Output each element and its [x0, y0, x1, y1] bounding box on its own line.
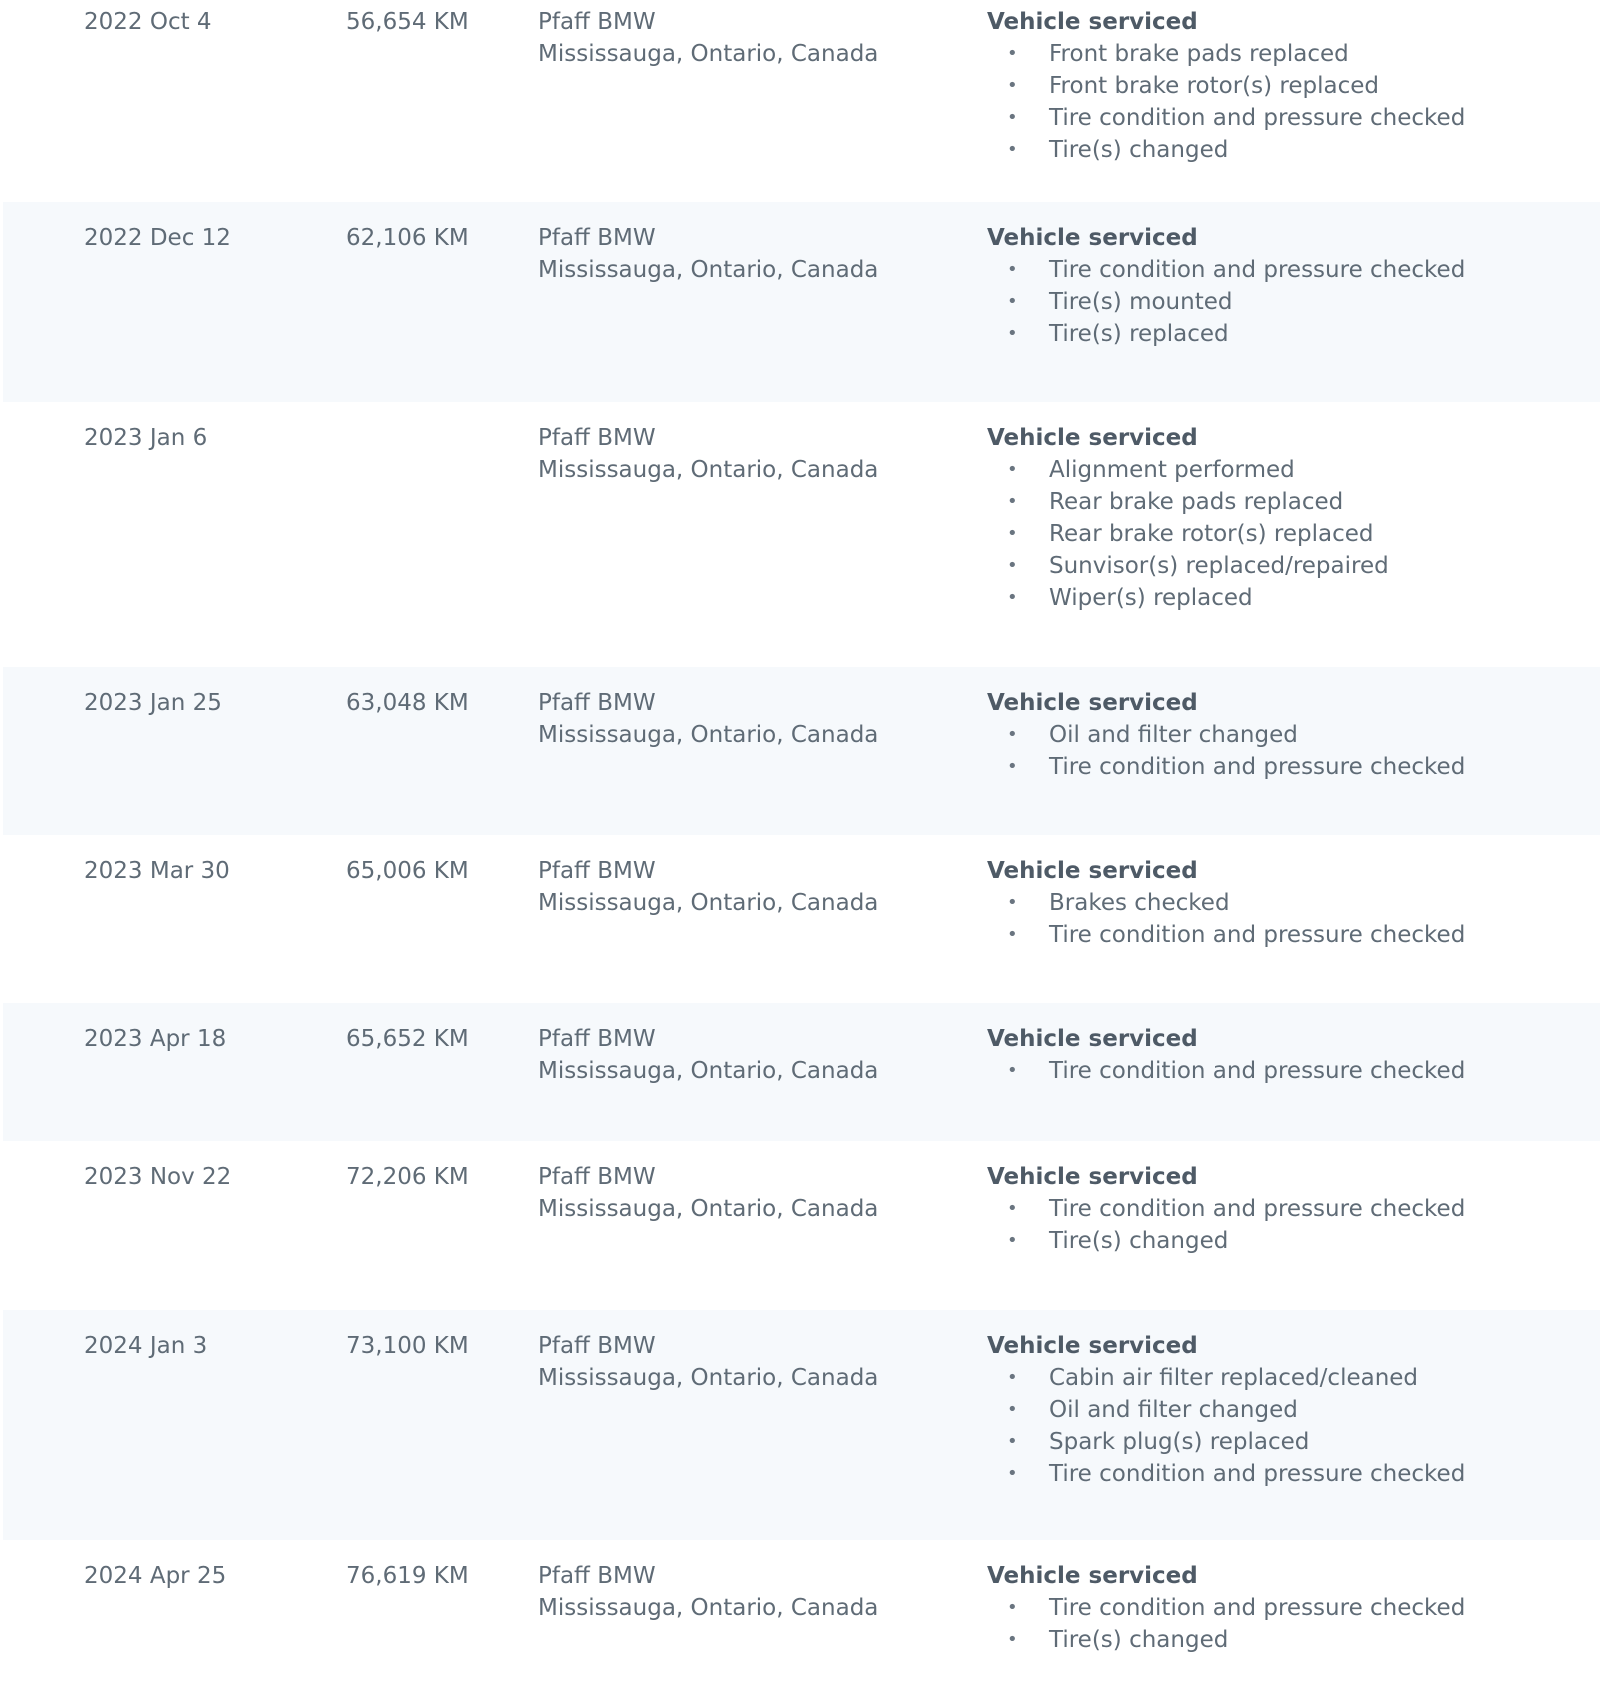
service-details — [987, 1560, 1465, 1656]
service-date: 2023 Jan 6 — [84, 425, 208, 451]
service-headline: Vehicle serviced — [987, 1026, 1198, 1052]
service-headline: Vehicle serviced — [987, 690, 1198, 716]
service-headline: Vehicle serviced — [987, 1333, 1198, 1359]
service-location — [538, 1023, 878, 1087]
odometer-reading: 65,652 KM — [346, 1026, 469, 1052]
dealer-city: Mississauga, Ontario, Canada — [538, 890, 879, 916]
service-item: • Tire condition and pressure checked — [987, 919, 1465, 951]
service-details — [987, 855, 1465, 951]
dealer-city: Mississauga, Ontario, Canada — [538, 41, 879, 67]
dealer-city: Mississauga, Ontario, Canada — [538, 457, 879, 483]
service-date: 2023 Apr 18 — [84, 1026, 227, 1052]
service-date: 2024 Apr 25 — [84, 1563, 227, 1589]
service-items-list — [987, 887, 1465, 951]
service-headline: Vehicle serviced — [987, 9, 1198, 35]
service-item: • Brakes checked — [987, 887, 1465, 919]
service-item: • Sunvisor(s) replaced/repaired — [987, 550, 1389, 582]
table-row — [3, 1003, 1600, 1141]
service-item: • Rear brake pads replaced — [987, 486, 1389, 518]
table-row — [3, 1310, 1600, 1540]
table-row — [3, 835, 1600, 1003]
service-items-list — [987, 38, 1465, 166]
service-item: • Alignment performed — [987, 454, 1389, 486]
odometer-reading: 73,100 KM — [346, 1333, 469, 1359]
service-item: • Front brake pads replaced — [987, 38, 1465, 70]
table-row — [3, 402, 1600, 667]
service-item: • Spark plug(s) replaced — [987, 1426, 1465, 1458]
service-date: 2023 Mar 30 — [84, 858, 230, 884]
service-details — [987, 6, 1465, 166]
service-item: • Tire condition and pressure checked — [987, 1592, 1465, 1624]
service-details — [987, 222, 1465, 350]
service-details — [987, 422, 1389, 614]
service-location — [538, 222, 878, 286]
service-item: • Rear brake rotor(s) replaced — [987, 518, 1389, 550]
service-details — [987, 1161, 1465, 1257]
service-item: • Tire condition and pressure checked — [987, 1055, 1465, 1087]
service-headline: Vehicle serviced — [987, 425, 1198, 451]
service-location — [538, 1560, 878, 1624]
service-details — [987, 1330, 1465, 1490]
table-row — [3, 1141, 1600, 1310]
dealer-name: Pfaff BMW — [538, 1333, 656, 1359]
dealer-city: Mississauga, Ontario, Canada — [538, 1196, 879, 1222]
service-items-list — [987, 719, 1465, 783]
table-row — [3, 0, 1600, 202]
service-item: • Tire(s) mounted — [987, 286, 1465, 318]
service-item: • Tire condition and pressure checked — [987, 1458, 1465, 1490]
service-item: • Tire condition and pressure checked — [987, 254, 1465, 286]
service-location — [538, 6, 878, 70]
service-item: • Oil and filter changed — [987, 1394, 1465, 1426]
service-details — [987, 687, 1465, 783]
dealer-name: Pfaff BMW — [538, 225, 656, 251]
dealer-city: Mississauga, Ontario, Canada — [538, 1058, 879, 1084]
dealer-name: Pfaff BMW — [538, 690, 656, 716]
dealer-city: Mississauga, Ontario, Canada — [538, 257, 879, 283]
service-item: • Tire(s) changed — [987, 1225, 1465, 1257]
odometer-reading: 62,106 KM — [346, 225, 469, 251]
service-items-list — [987, 1362, 1465, 1490]
service-headline: Vehicle serviced — [987, 858, 1198, 884]
service-date: 2022 Dec 12 — [84, 225, 231, 251]
table-row — [3, 202, 1600, 402]
service-date: 2024 Jan 3 — [84, 1333, 208, 1359]
service-location — [538, 855, 878, 919]
service-item: • Oil and filter changed — [987, 719, 1465, 751]
odometer-reading: 72,206 KM — [346, 1164, 469, 1190]
service-item: • Tire condition and pressure checked — [987, 1193, 1465, 1225]
service-details — [987, 1023, 1465, 1087]
service-location — [538, 1330, 878, 1394]
service-items-list — [987, 1592, 1465, 1656]
service-item: • Tire condition and pressure checked — [987, 102, 1465, 134]
service-headline: Vehicle serviced — [987, 1164, 1198, 1190]
dealer-name: Pfaff BMW — [538, 1164, 656, 1190]
odometer-reading: 76,619 KM — [346, 1563, 469, 1589]
dealer-city: Mississauga, Ontario, Canada — [538, 1595, 879, 1621]
service-item: • Tire(s) replaced — [987, 318, 1465, 350]
odometer-reading: 63,048 KM — [346, 690, 469, 716]
service-item: • Tire condition and pressure checked — [987, 751, 1465, 783]
service-item: • Front brake rotor(s) replaced — [987, 70, 1465, 102]
service-location — [538, 1161, 878, 1225]
table-row — [3, 1540, 1600, 1704]
service-items-list — [987, 1193, 1465, 1257]
service-items-list — [987, 254, 1465, 350]
service-item: • Wiper(s) replaced — [987, 582, 1389, 614]
service-location — [538, 422, 878, 486]
dealer-name: Pfaff BMW — [538, 9, 656, 35]
service-location — [538, 687, 878, 751]
dealer-name: Pfaff BMW — [538, 858, 656, 884]
odometer-reading: 65,006 KM — [346, 858, 469, 884]
service-item: • Tire(s) changed — [987, 134, 1465, 166]
service-history-table — [3, 0, 1600, 1704]
service-items-list — [987, 1055, 1465, 1087]
service-headline: Vehicle serviced — [987, 225, 1198, 251]
dealer-name: Pfaff BMW — [538, 1563, 656, 1589]
service-date: 2023 Jan 25 — [84, 690, 222, 716]
odometer-reading: 56,654 KM — [346, 9, 469, 35]
service-date: 2023 Nov 22 — [84, 1164, 232, 1190]
service-item: • Tire(s) changed — [987, 1624, 1465, 1656]
table-row — [3, 667, 1600, 835]
service-headline: Vehicle serviced — [987, 1563, 1198, 1589]
dealer-name: Pfaff BMW — [538, 425, 656, 451]
service-items-list — [987, 454, 1389, 614]
dealer-city: Mississauga, Ontario, Canada — [538, 1365, 879, 1391]
service-date: 2022 Oct 4 — [84, 9, 212, 35]
dealer-name: Pfaff BMW — [538, 1026, 656, 1052]
service-item: • Cabin air filter replaced/cleaned — [987, 1362, 1465, 1394]
dealer-city: Mississauga, Ontario, Canada — [538, 722, 879, 748]
